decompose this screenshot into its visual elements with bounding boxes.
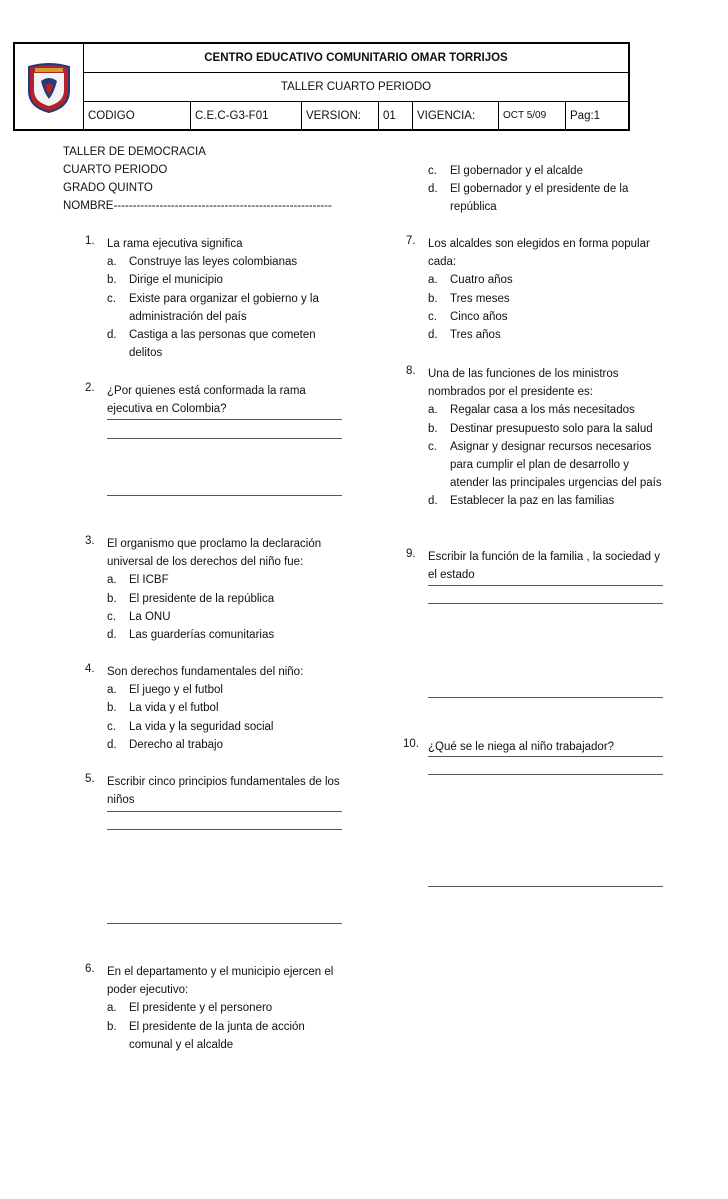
question-text: La rama ejecutiva significa	[107, 238, 243, 250]
option-text: Cinco años	[450, 310, 508, 323]
option-c[interactable]	[107, 290, 347, 326]
version-label: VERSION:	[302, 102, 379, 131]
version-value: 01	[379, 102, 413, 131]
option-letter: d.	[428, 183, 438, 196]
question-number: 1.	[85, 235, 95, 247]
option-a[interactable]	[107, 999, 347, 1017]
question-10	[403, 738, 664, 756]
answer-line[interactable]	[428, 886, 663, 887]
option-text: El presidente de la junta de acción comunal y el alcalde	[129, 1020, 305, 1051]
option-text: Tres años	[450, 329, 501, 342]
info-name-field[interactable]: NOMBRE---------------------------------------------------------	[63, 200, 332, 212]
option-a[interactable]	[107, 571, 347, 589]
option-letter: b.	[428, 422, 438, 435]
option-b[interactable]	[428, 420, 664, 438]
question-text: Son derechos fundamentales del niño:	[107, 666, 304, 678]
option-b[interactable]	[107, 271, 347, 289]
page-number: Pag:1	[566, 102, 630, 131]
question-text: El organismo que proclamo la declaración universal de los derechos del niño fue:	[107, 538, 322, 569]
option-letter: d.	[107, 738, 117, 751]
question-text: Los alcaldes son elegidos en forma popular cada:	[428, 238, 650, 269]
option-d[interactable]	[107, 626, 347, 644]
option-a[interactable]	[107, 681, 347, 699]
option-text: Las guarderías comunitarias	[129, 629, 275, 642]
option-c[interactable]	[107, 718, 347, 736]
option-letter: c.	[107, 292, 116, 305]
option-text: La vida y el futbol	[129, 702, 219, 715]
option-text: Existe para organizar el gobierno y la administración del país	[129, 292, 319, 323]
question-number: 5.	[85, 773, 95, 785]
question-number: 7.	[406, 235, 416, 247]
header-table	[13, 42, 630, 131]
option-a[interactable]	[428, 271, 664, 289]
answer-line[interactable]	[107, 811, 342, 812]
option-text: Derecho al trabajo	[129, 738, 223, 751]
option-letter: c.	[107, 720, 116, 733]
question-6	[85, 963, 347, 1054]
question-number: 3.	[85, 535, 95, 547]
option-text: Castiga a las personas que cometen delitos	[129, 329, 316, 360]
option-c[interactable]	[107, 608, 347, 626]
question-number: 6.	[85, 963, 95, 975]
option-letter: a.	[107, 684, 117, 697]
info-grade: GRADO QUINTO	[63, 182, 153, 194]
question-number: 4.	[85, 663, 95, 675]
question-text: Escribir la función de la familia , la sociedad y el estado	[428, 551, 661, 582]
answer-line[interactable]	[428, 756, 663, 757]
option-letter: b.	[107, 592, 117, 605]
question-number: 8.	[406, 365, 416, 377]
question-number: 2.	[85, 382, 95, 394]
option-letter: b.	[107, 702, 117, 715]
option-letter: c.	[428, 440, 437, 453]
option-text: El presidente de la república	[129, 592, 275, 605]
student-info	[63, 143, 332, 215]
answer-line[interactable]	[428, 603, 663, 604]
question-1	[85, 235, 347, 362]
option-text: Dirige el municipio	[129, 274, 223, 287]
option-b[interactable]	[428, 290, 664, 308]
option-text: El gobernador y el presidente de la república	[450, 183, 629, 214]
answer-line[interactable]	[107, 923, 342, 924]
answer-line[interactable]	[428, 774, 663, 775]
option-letter: d.	[428, 495, 438, 508]
question-text: ¿Qué se le niega al niño trabajador?	[428, 741, 615, 753]
option-text: El ICBF	[129, 574, 169, 587]
answer-line[interactable]	[107, 438, 342, 439]
option-d[interactable]	[428, 180, 664, 216]
vigencia-label: VIGENCIA:	[413, 102, 499, 131]
option-letter: a.	[428, 274, 438, 287]
question-7	[406, 235, 664, 344]
question-9	[406, 548, 664, 584]
option-letter: b.	[107, 274, 117, 287]
institution-name: CENTRO EDUCATIVO COMUNITARIO OMAR TORRIJOS	[84, 43, 630, 73]
option-letter: a.	[107, 256, 117, 269]
question-4	[85, 663, 347, 754]
option-text: Construye las leyes colombianas	[129, 256, 298, 269]
answer-line[interactable]	[107, 829, 342, 830]
option-text: La ONU	[129, 610, 171, 623]
option-c[interactable]	[428, 308, 664, 326]
option-text: El presidente y el personero	[129, 1002, 273, 1015]
option-letter: a.	[107, 574, 117, 587]
logo-cell	[14, 43, 84, 130]
option-text: Tres meses	[450, 292, 510, 305]
question-5	[85, 773, 347, 809]
question-8	[406, 365, 664, 511]
option-b[interactable]	[107, 590, 347, 608]
document-subtitle: TALLER CUARTO PERIODO	[84, 73, 630, 102]
option-letter: b.	[107, 1020, 117, 1033]
codigo-value: C.E.C-G3-F01	[191, 102, 302, 131]
answer-line[interactable]	[428, 697, 663, 698]
vigencia-value: OCT 5/09	[499, 102, 566, 131]
question-2	[85, 382, 347, 418]
option-b[interactable]	[107, 1018, 347, 1054]
info-period: CUARTO PERIODO	[63, 164, 168, 176]
option-b[interactable]	[107, 699, 347, 717]
question-number: 10.	[403, 738, 419, 750]
option-letter: c.	[107, 610, 116, 623]
question-text: Una de las funciones de los ministros nombrados por el presidente es:	[428, 368, 619, 399]
option-letter: c.	[428, 310, 437, 323]
option-d[interactable]	[107, 326, 347, 362]
option-text: Establecer la paz en las familias	[450, 495, 615, 508]
question-text: En el departamento y el municipio ejercen el poder ejecutivo:	[107, 966, 334, 997]
option-letter: c.	[428, 165, 437, 177]
school-crest-icon	[26, 63, 72, 113]
question-3	[85, 535, 347, 644]
question-number: 9.	[406, 548, 416, 560]
option-letter: a.	[107, 1002, 117, 1015]
option-text: El juego y el futbol	[129, 684, 223, 697]
question-text: Escribir cinco principios fundamentales de los niños	[107, 776, 340, 807]
option-letter: d.	[107, 629, 117, 642]
option-a[interactable]	[107, 253, 347, 271]
option-text: El gobernador y el alcalde	[450, 165, 583, 177]
answer-line[interactable]	[428, 585, 663, 586]
option-c[interactable]	[428, 438, 664, 493]
option-text: Asignar y designar recursos necesarios para cumplir el plan de desarrollo y atender las principales urgencias del país	[450, 440, 662, 490]
answer-line[interactable]	[107, 419, 342, 420]
option-text: Destinar presupuesto solo para la salud	[450, 422, 653, 435]
info-title: TALLER DE DEMOCRACIA	[63, 146, 206, 158]
option-d[interactable]	[107, 736, 347, 754]
option-letter: b.	[428, 292, 438, 305]
option-a[interactable]	[428, 401, 664, 419]
question-6-continued	[406, 162, 664, 217]
answer-line[interactable]	[107, 495, 342, 496]
option-text: La vida y la seguridad social	[129, 720, 274, 733]
option-letter: a.	[428, 404, 438, 417]
option-letter: d.	[107, 329, 117, 342]
option-c[interactable]	[428, 162, 664, 180]
option-d[interactable]	[428, 326, 664, 344]
codigo-label: CODIGO	[84, 102, 191, 131]
option-letter: d.	[428, 329, 438, 342]
question-text: ¿Por quienes está conformada la rama ejecutiva en Colombia?	[107, 385, 306, 416]
option-text: Regalar casa a los más necesitados	[450, 404, 635, 417]
option-text: Cuatro años	[450, 274, 513, 287]
option-d[interactable]	[428, 492, 664, 510]
